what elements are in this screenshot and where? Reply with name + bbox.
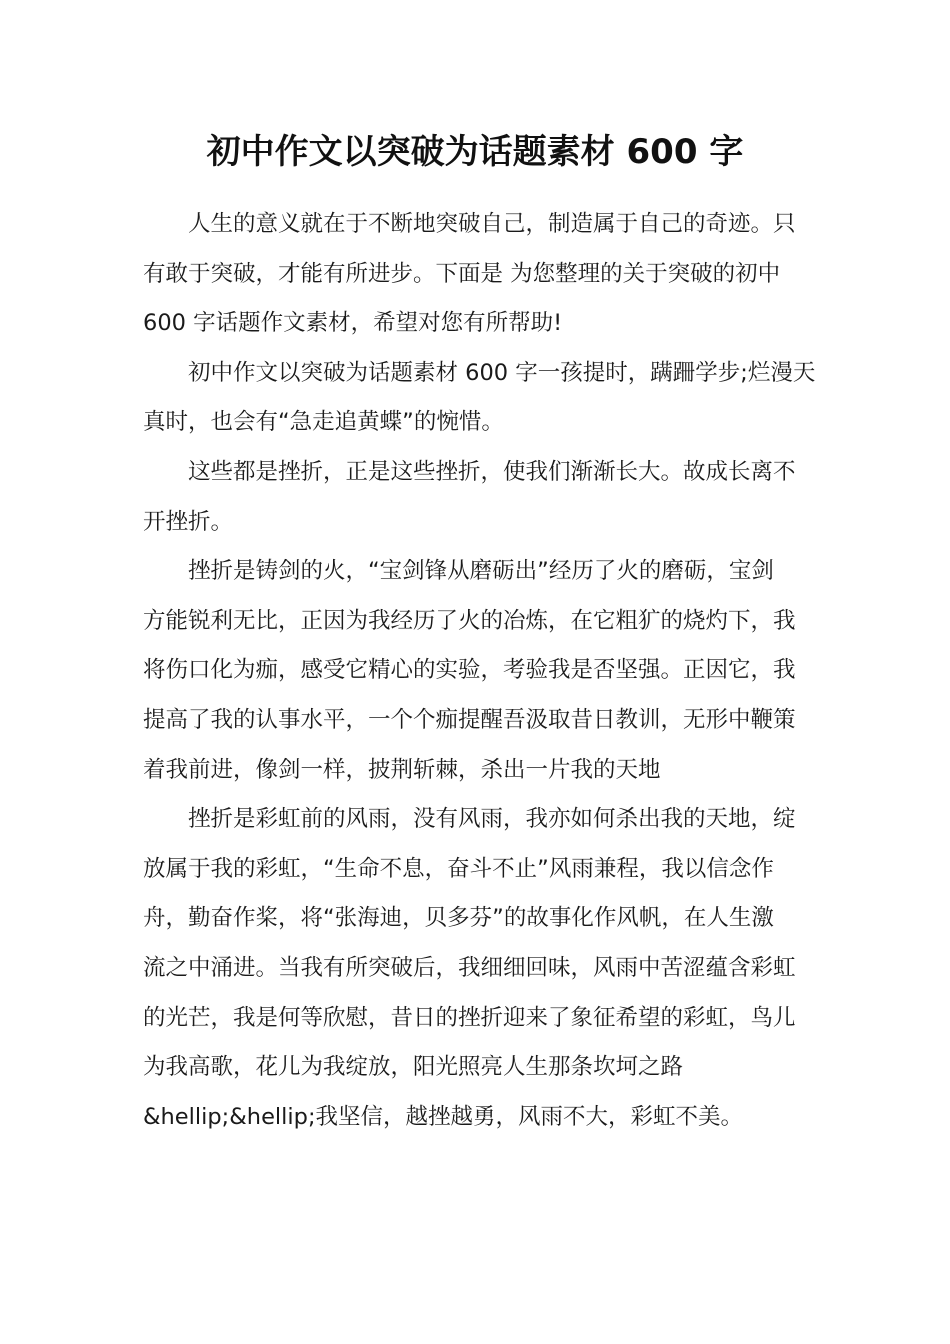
text-line: 初中作文以突破为话题素材 600 字一孩提时，蹒跚学步;烂漫天: [188, 359, 816, 386]
text-line: 流之中涌进。当我有所突破后，我细细回味，风雨中苦涩蕴含彩虹: [143, 954, 796, 981]
text-line: 为我高歌，花儿为我绽放，阳光照亮人生那条坎坷之路: [143, 1054, 684, 1081]
text-line: 将伤口化为痂，感受它精心的实验，考验我是否坚强。正因它，我: [143, 657, 796, 684]
text-line: 挫折是彩虹前的风雨，没有风雨，我亦如何杀出我的天地，绽: [188, 806, 796, 833]
text-line: 600 字话题作文素材，希望对您有所帮助!: [143, 310, 563, 337]
text-line: 开挫折。: [143, 508, 234, 535]
text-line: &hellip;&hellip;我坚信，越挫越勇，风雨不大，彩虹不美。: [143, 1103, 744, 1130]
text-line: 着我前进，像剑一样，披荆斩棘，杀出一片我的天地: [143, 756, 661, 783]
text-line: 这些都是挫折，正是这些挫折，使我们渐渐长大。故成长离不: [188, 458, 796, 485]
text-line: 的光芒，我是何等欣慰，昔日的挫折迎来了象征希望的彩虹，鸟儿: [143, 1004, 796, 1031]
document-title: 初中作文以突破为话题素材 600 字: [206, 132, 744, 172]
text-line: 有敢于突破，才能有所进步。下面是 为您整理的关于突破的初中: [143, 260, 781, 287]
text-line: 提高了我的认事水平，一个个痂提醒吾汲取昔日教训，无形中鞭策: [143, 706, 796, 733]
text-line: 人生的意义就在于不断地突破自己，制造属于自己的奇迹。只: [188, 211, 796, 237]
document-body: [143, 200, 816, 1142]
text-line: 放属于我的彩虹，“生命不息，奋斗不止”风雨兼程，我以信念作: [143, 855, 774, 882]
text-line: 挫折是铸剑的火，“宝剑锋从磨砺出”经历了火的磨砺，宝剑: [188, 558, 774, 585]
text-line: 真时，也会有“急走追黄蝶”的惋惜。: [143, 409, 504, 436]
text-line: 方能锐利无比，正因为我经历了火的冶炼，在它粗犷的烧灼下，我: [143, 607, 796, 634]
text-line: 舟，勤奋作桨，将“张海迪，贝多芬”的故事化作风帆，在人生激: [143, 905, 774, 932]
